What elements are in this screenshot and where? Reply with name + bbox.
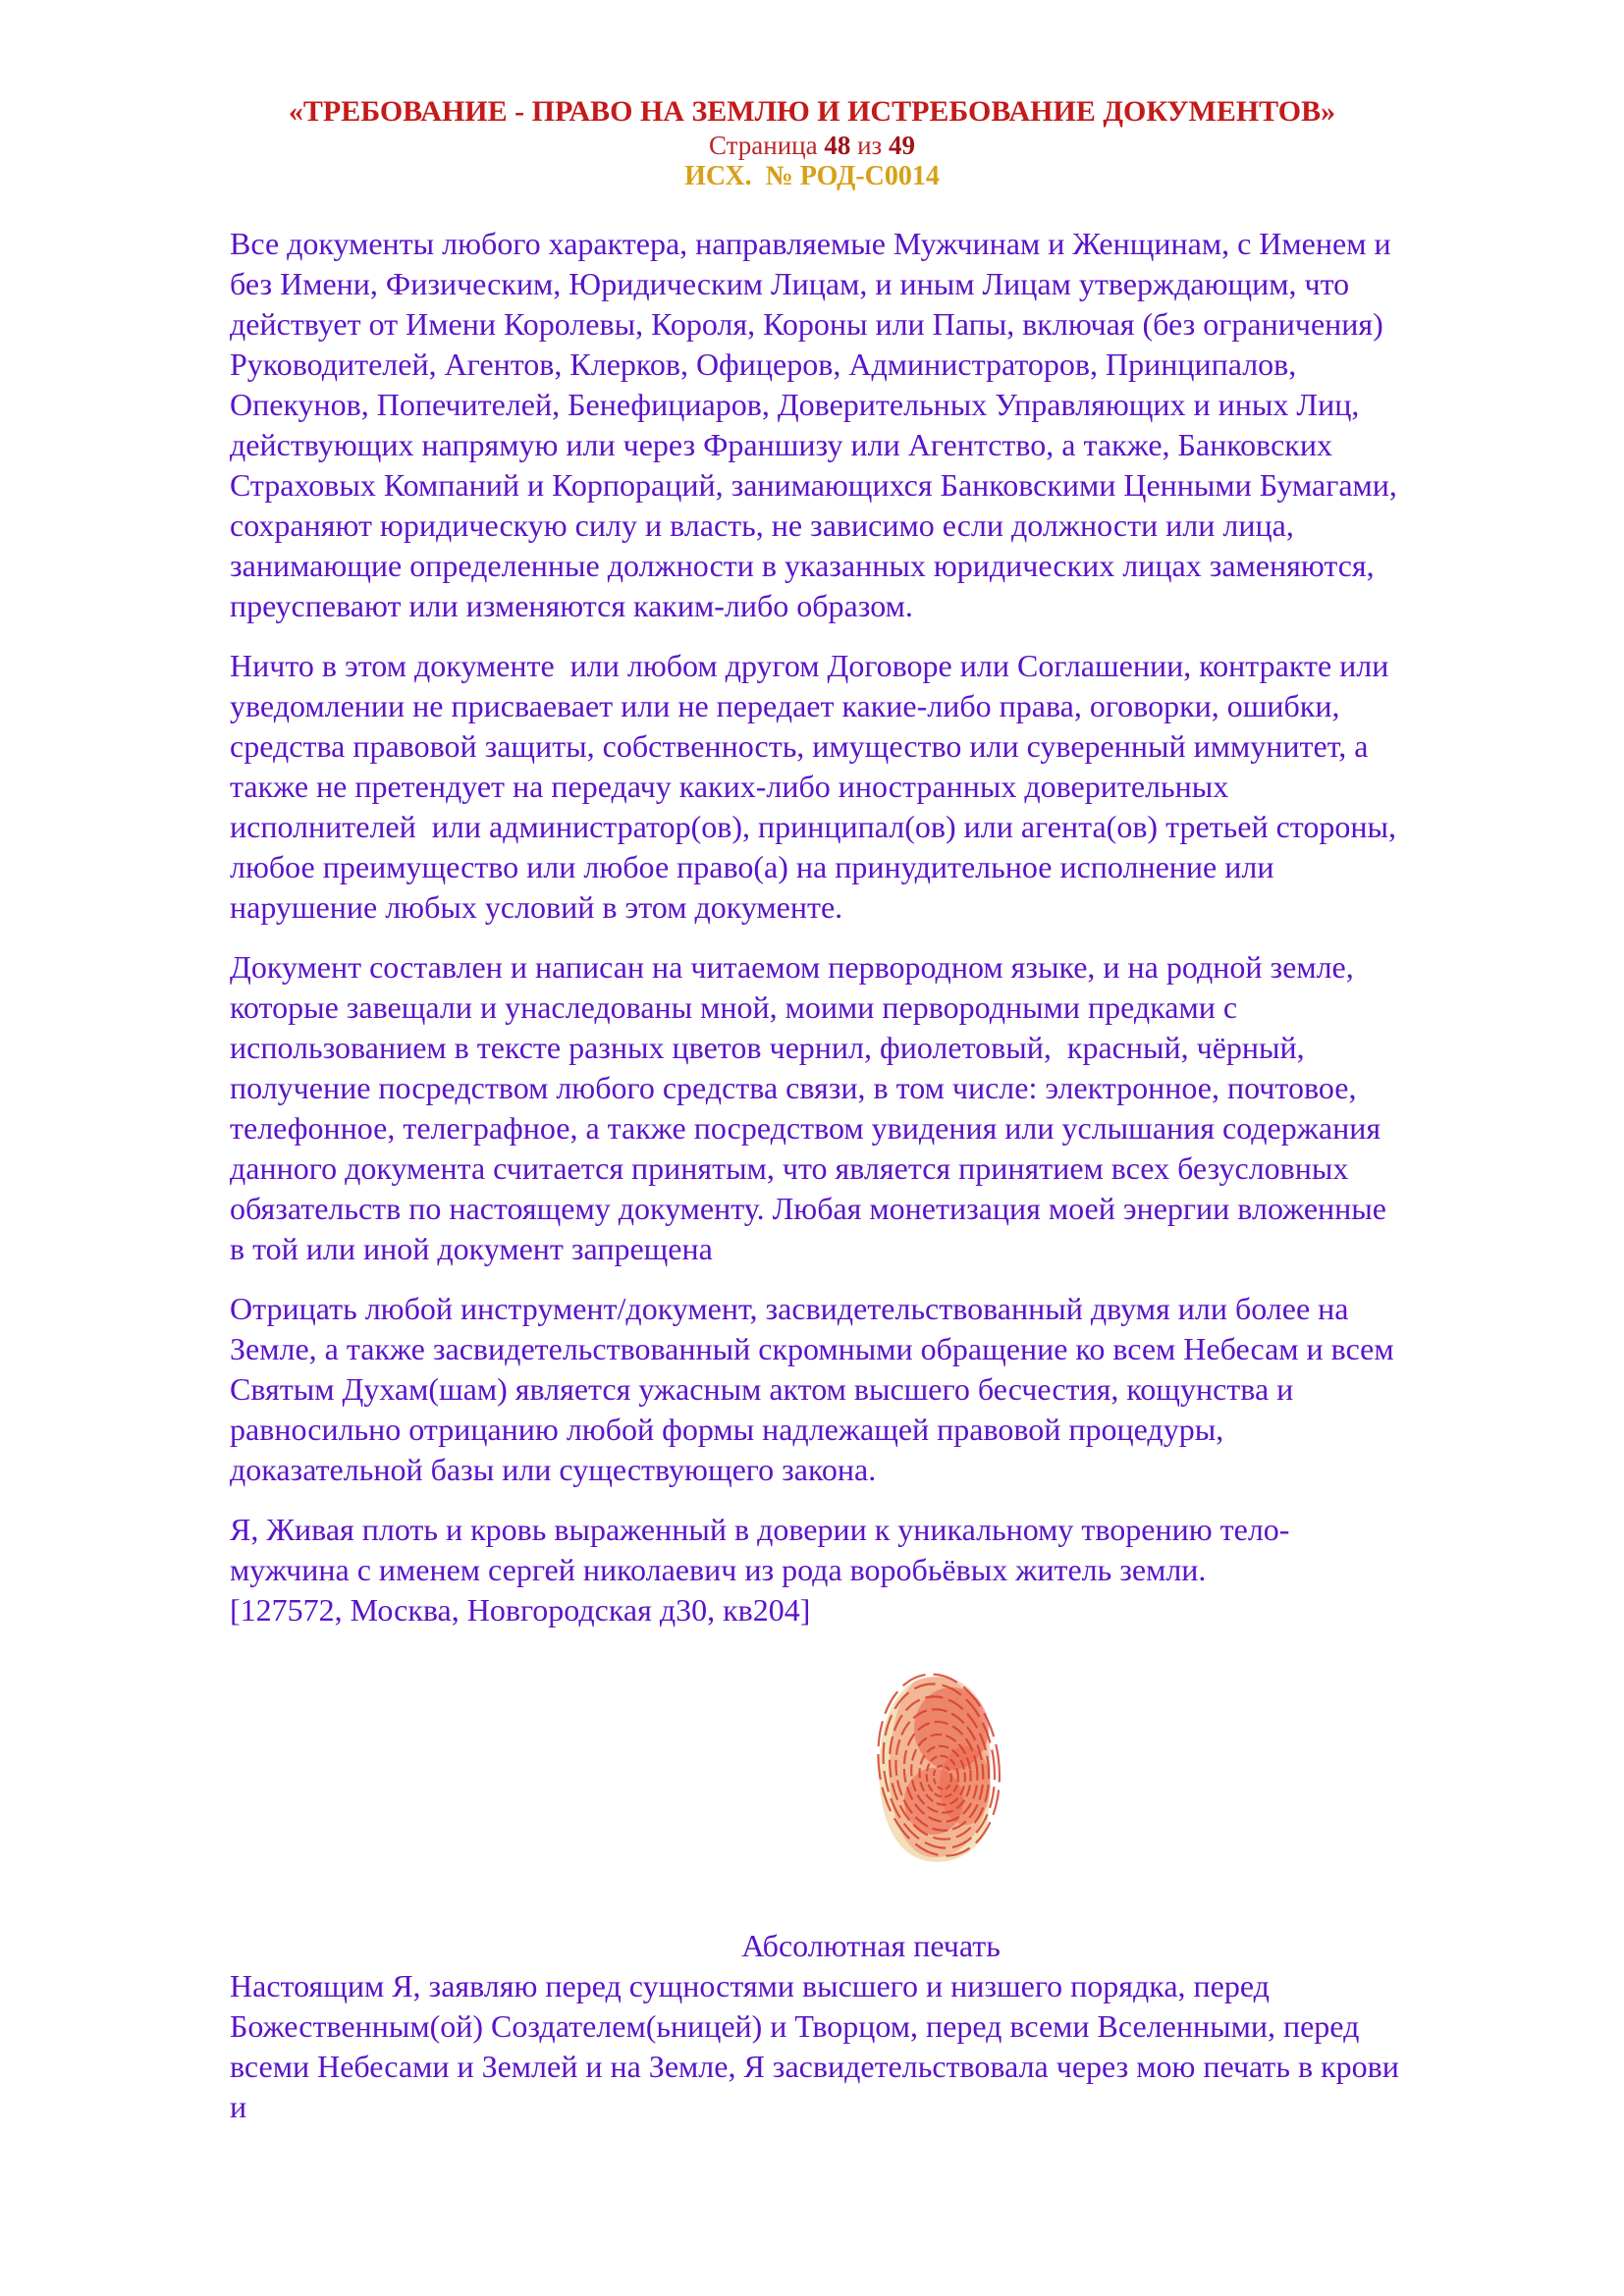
paragraph-nothing-in-document: Ничто в этом документе или любом другом Договоре или Соглашении, контракте или уведомлении не присваевает или не передает какие-либо права, оговорки, ошибки, средства правовой защиты, собственность, имущество или суверенный иммунитет, а также не претендует на передачу каких-либо иностранных доверительных исполнителей или администратор(ов), принципал(ов) или агента(ов) третьей стороны, любое преимущество или любое право(а) на принудительное исполнение или нарушение любых условий в этом документе.	[230, 648, 1404, 925]
page-label: Страница	[709, 131, 818, 160]
page-of-label: из	[857, 131, 883, 160]
paragraph-all-documents: Все документы любого характера, направляемые Мужчинам и Женщинам, с Именем и без Имени, Физическим, Юридическим Лицам, и иным Лицам утверждающим, что действует от Имени Королевы, Короля, Короны или Папы, включая (без ограничения) Руководителей, Агентов, Клерков, Офицеров, Администраторов, Принципалов, Опекунов, Попечителей, Бенефициаров, Доверительных Управляющих и иных Лиц, действующих напрямую или через Франшизу или Агентство, а также, Банковских Страховых Компаний и Корпораций, занимающихся Банковскими Ценными Бумагами, сохраняют юридическую силу и власть, не зависимо если должности или лица, занимающие определенные должности в указанных юридических лицах заменяются, преуспевают или изменяются каким-либо образом.	[230, 226, 1405, 623]
document-header	[0, 0, 1624, 192]
declaration-line: Я, Живая плоть и кровь выраженный в доверии к уникальному творению тело-мужчина с именем сергей николаевич из рода воробьёвых житель земли.	[230, 1512, 1290, 1587]
seal-caption: Абсолютная печать	[741, 1928, 1001, 1963]
seal-area	[230, 1668, 1408, 1864]
document-title: «ТРЕБОВАНИЕ - ПРАВО НА ЗЕМЛЮ И ИСТРЕБОВАНИЕ ДОКУМЕНТОВ»	[288, 95, 1336, 128]
address-line: [127572, Москва, Новгородская д30, кв204]	[230, 1592, 811, 1628]
page-number-line	[0, 130, 1624, 161]
outgoing-reference-number: ИСХ. № РОД-С0014	[684, 161, 940, 191]
paragraph-document-language: Документ составлен и написан на читаемом первородном языке, и на родной земле, которые завещали и унаследованы мной, моими первородными предками с использованием в тексте разных цветов чернил, фиолетовый, красный, чёрный, получение посредством любого средства связи, в том числе: электронное, почтовое, телефонное, телеграфное, а также посредством увидения или услышания содержания данного документа считается принятым, что является принятием всех безусловных обязательств по настоящему документу. Любая монетизация моей энергии вложенные в той или иной документ запрещена	[230, 949, 1394, 1266]
page-total-number: 49	[888, 131, 915, 160]
paragraph-deny-instrument: Отрицать любой инструмент/документ, засвидетельствованный двумя или более на Земле, а также засвидетельствованный скромными обращение ко всем Небесам и всем Святым Духам(шам) является ужасным актом высшего бесчестия, кощунства и равносильно отрицанию любой формы надлежащей правовой процедуры, доказательной базы или существующего закона.	[230, 1291, 1402, 1487]
document-body	[230, 224, 1408, 2127]
paragraph-hereby-declare: Настоящим Я, заявляю перед сущностями высшего и низшего порядка, перед Божественным(ой) Создателем(ьницей) и Творцом, перед всеми Вселенными, перед всеми Небесами и Землей и на Земле, Я засвидетельствовала через мою печать в крови и	[230, 1968, 1407, 2124]
fingerprint-image	[871, 1668, 1008, 1864]
page-current-number: 48	[824, 131, 851, 160]
paragraph-living-flesh	[230, 1510, 1408, 1630]
